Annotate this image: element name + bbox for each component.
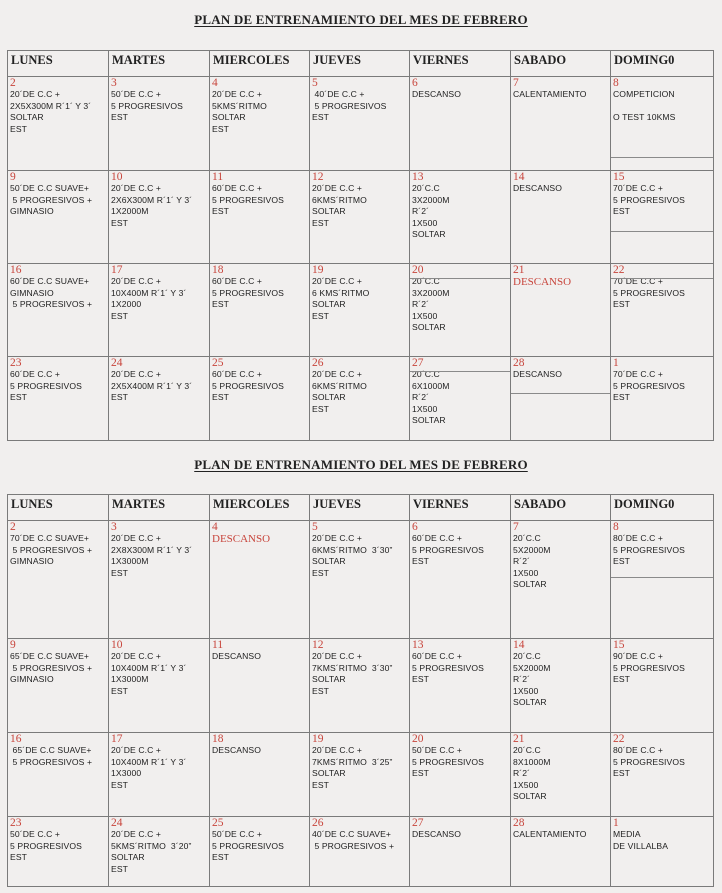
workout-text: 20´DE C.C + 6KMS´RITMO SOLTAR EST [312, 183, 367, 228]
day-number: 17 [111, 264, 123, 276]
workout-text: 60´DE C.C + 5 PROGRESIVOS EST [10, 369, 82, 403]
day-cell [210, 733, 310, 817]
day-cell [8, 521, 109, 639]
workout-text: DESCANSO [412, 829, 462, 839]
cell-divider [611, 278, 713, 279]
workout-text: 20´DE C.C + 10X400M R´1´ Y 3´ 1X2000 EST [111, 276, 187, 321]
day-cell [310, 264, 410, 357]
workout-text: 20´DE C.C + 7KMS´RITMO 3´30” SOLTAR EST [312, 651, 393, 696]
day-number: 1 [613, 817, 619, 829]
day-cell [611, 817, 714, 887]
cell-divider [611, 231, 713, 232]
cell-divider [611, 157, 713, 158]
plan2-week-2 [8, 639, 714, 733]
plan2-header-row [8, 495, 714, 521]
day-header: MIERCOLES [210, 495, 310, 521]
day-cell [210, 639, 310, 733]
workout-text: 70´DE C.C + 5 PROGRESIVOS EST [613, 183, 685, 217]
workout-text: 20´DE C.C + 2X5X300M R´1´ Y 3´ SOLTAR EST [10, 89, 92, 134]
day-number: 9 [10, 639, 16, 651]
day-number: 22 [613, 733, 625, 745]
day-cell [410, 639, 511, 733]
day-number: 26 [312, 357, 324, 369]
day-cell [109, 817, 210, 887]
day-cell [109, 171, 210, 264]
day-cell [410, 171, 511, 264]
workout-text: 20´DE C.C + 2X5X400M R´1´ Y 3´ EST [111, 369, 193, 403]
day-cell [8, 733, 109, 817]
workout-text: 60´DE C.C + 5 PROGRESIVOS EST [412, 533, 484, 567]
day-number: 3 [111, 77, 117, 89]
day-cell [310, 733, 410, 817]
day-number: 11 [212, 639, 224, 651]
day-header: DOMING0 [611, 495, 714, 521]
plan2-week-4 [8, 817, 714, 887]
day-header: MIERCOLES [210, 51, 310, 77]
day-cell [310, 817, 410, 887]
day-cell [410, 264, 511, 357]
day-cell [210, 521, 310, 639]
day-number: 26 [312, 817, 324, 829]
day-number: 12 [312, 639, 324, 651]
workout-text: 50´DE C.C + 5 PROGRESIVOS EST [111, 89, 183, 123]
day-number: 7 [513, 521, 519, 533]
day-header: VIERNES [410, 51, 511, 77]
day-number: 19 [312, 264, 324, 276]
day-cell [511, 264, 611, 357]
workout-text: DESCANSO [212, 745, 262, 755]
day-cell [611, 264, 714, 357]
plan1-week-3 [8, 264, 714, 357]
plan1-title: PLAN DE ENTRENAMIENTO DEL MES DE FEBRERO [194, 12, 528, 27]
day-header: VIERNES [410, 495, 511, 521]
day-cell [109, 733, 210, 817]
day-number: 16 [10, 733, 22, 745]
day-header: JUEVES [310, 495, 410, 521]
day-number: 28 [513, 357, 525, 369]
day-cell [109, 639, 210, 733]
day-number: 4 [212, 77, 218, 89]
day-cell [611, 639, 714, 733]
day-cell [210, 264, 310, 357]
day-cell [8, 817, 109, 887]
day-cell [611, 733, 714, 817]
day-number: 19 [312, 733, 324, 745]
day-number: 25 [212, 357, 224, 369]
day-header: DOMING0 [611, 51, 714, 77]
workout-text: 60´DE C.C + 5 PROGRESIVOS EST [212, 183, 284, 217]
day-number: 18 [212, 264, 224, 276]
workout-text: 20´DE C.C + 5KMS´RITMO 3´20” SOLTAR EST [111, 829, 192, 874]
day-number: 12 [312, 171, 324, 183]
day-number: 21 [513, 733, 525, 745]
day-cell [109, 357, 210, 441]
plan1-week-2 [8, 171, 714, 264]
workout-text: 80´DE C.C + 5 PROGRESIVOS EST [613, 533, 685, 567]
day-number: 1 [613, 357, 619, 369]
day-number: 15 [613, 171, 625, 183]
day-cell [109, 521, 210, 639]
day-number: 24 [111, 817, 123, 829]
workout-text: 20´DE C.C + 10X400M R´1´ Y 3´ 1X3000 EST [111, 745, 187, 790]
day-number: 15 [613, 639, 625, 651]
day-header: SABADO [511, 495, 611, 521]
day-cell [511, 357, 611, 441]
day-cell [511, 639, 611, 733]
day-number: 3 [111, 521, 117, 533]
workout-text: 50´DE C.C + 5 PROGRESIVOS EST [10, 829, 82, 863]
workout-text: 40´DE C.C SUAVE+ 5 PROGRESIVOS + [312, 829, 395, 851]
day-number: 23 [10, 357, 22, 369]
day-cell [8, 639, 109, 733]
plan2-week-3 [8, 733, 714, 817]
day-cell [410, 77, 511, 171]
day-number: 11 [212, 171, 224, 183]
day-number: 16 [10, 264, 22, 276]
day-number: 27 [412, 357, 424, 369]
day-number: 27 [412, 817, 424, 829]
workout-text: 65´DE C.C SUAVE+ 5 PROGRESIVOS + [12, 745, 93, 767]
workout-text: DESCANSO [412, 89, 462, 99]
day-number: 8 [613, 77, 619, 89]
workout-text: COMPETICION O TEST 10KMS [613, 89, 676, 123]
workout-text: CALENTAMIENTO [513, 89, 587, 99]
day-number: 13 [412, 171, 424, 183]
cell-divider [611, 577, 713, 578]
day-cell [611, 357, 714, 441]
workout-text: 65´DE C.C SUAVE+ 5 PROGRESIVOS + GIMNASIO [10, 651, 93, 685]
workout-text: 20´C.C 3X2000M R´2´ 1X500 SOLTAR [412, 276, 450, 333]
day-number: 5 [312, 77, 318, 89]
day-cell [410, 733, 511, 817]
day-cell [8, 357, 109, 441]
day-cell [210, 171, 310, 264]
day-number: 13 [412, 639, 424, 651]
day-cell [210, 77, 310, 171]
day-header: JUEVES [310, 51, 410, 77]
workout-text: 20´DE C.C + 2X8X300M R´1´ Y 3´ 1X3000M EST [111, 533, 193, 578]
day-cell [511, 817, 611, 887]
day-cell [310, 521, 410, 639]
workout-text: 20´C.C 6X1000M R´2´ 1X500 SOLTAR [412, 369, 450, 426]
day-number: 25 [212, 817, 224, 829]
workout-text: 20´DE C.C + 10X400M R´1´ Y 3´ 1X3000M EST [111, 651, 187, 696]
workout-text: 20´DE C.C + 6KMS´RITMO 3´30” SOLTAR EST [312, 533, 393, 578]
day-header: LUNES [8, 51, 109, 77]
day-number: 4 [212, 521, 218, 533]
day-cell [310, 639, 410, 733]
day-number: 17 [111, 733, 123, 745]
workout-text: DESCANSO [513, 183, 563, 193]
day-number: 14 [513, 639, 525, 651]
day-number: 18 [212, 733, 224, 745]
day-cell [511, 171, 611, 264]
day-number: 28 [513, 817, 525, 829]
day-cell [511, 521, 611, 639]
day-header: MARTES [109, 495, 210, 521]
rest-day-label: DESCANSO [212, 533, 271, 545]
day-cell [310, 357, 410, 441]
day-number: 14 [513, 171, 525, 183]
day-cell [410, 817, 511, 887]
workout-text: 20´C.C 8X1000M R´2´ 1X500 SOLTAR [513, 745, 551, 802]
day-number: 2 [10, 77, 16, 89]
day-number: 6 [412, 521, 418, 533]
day-cell [511, 77, 611, 171]
day-cell [8, 77, 109, 171]
workout-text: 50´DE C.C + 5 PROGRESIVOS EST [412, 745, 484, 779]
day-cell [310, 171, 410, 264]
workout-text: 20´DE C.C + 6KMS´RITMO SOLTAR EST [312, 369, 367, 414]
workout-text: 40´DE C.C + 5 PROGRESIVOS EST [312, 89, 387, 123]
day-number: 7 [513, 77, 519, 89]
workout-text: DESCANSO [513, 369, 563, 379]
workout-text: 50´DE C.C + 5 PROGRESIVOS EST [212, 829, 284, 863]
day-cell [310, 77, 410, 171]
plan1-week-4 [8, 357, 714, 441]
day-header: LUNES [8, 495, 109, 521]
cell-divider [410, 371, 510, 372]
day-number: 10 [111, 171, 123, 183]
day-number: 20 [412, 264, 424, 276]
day-number: 20 [412, 733, 424, 745]
workout-text: 20´C.C 3X2000M R´2´ 1X500 SOLTAR [412, 183, 450, 240]
workout-text: 20´DE C.C + 7KMS´RITMO 3´25” SOLTAR EST [312, 745, 393, 790]
day-number: 5 [312, 521, 318, 533]
day-cell [410, 357, 511, 441]
workout-text: DESCANSO [212, 651, 262, 661]
plan1-calendar [7, 50, 714, 441]
cell-divider [410, 278, 510, 279]
day-header: MARTES [109, 51, 210, 77]
workout-text: MEDIA DE VILLALBA [613, 829, 669, 851]
day-number: 21 [513, 264, 525, 276]
day-cell [8, 171, 109, 264]
day-number: 6 [412, 77, 418, 89]
day-cell [8, 264, 109, 357]
plan2-title: PLAN DE ENTRENAMIENTO DEL MES DE FEBRERO [194, 457, 528, 472]
plan1-header-row [8, 51, 714, 77]
workout-text: CALENTAMIENTO [513, 829, 587, 839]
day-number: 24 [111, 357, 123, 369]
day-number: 2 [10, 521, 16, 533]
plan2-calendar [7, 494, 714, 887]
workout-text: 60´DE C.C + 5 PROGRESIVOS EST [412, 651, 484, 685]
workout-text: 70´DE C.C + 5 PROGRESIVOS EST [613, 276, 685, 310]
workout-text: 20´DE C.C + 5KMS´RITMO SOLTAR EST [212, 89, 267, 134]
day-number: 10 [111, 639, 123, 651]
day-number: 8 [613, 521, 619, 533]
day-cell [109, 77, 210, 171]
workout-text: 20´DE C.C + 2X6X300M R´1´ Y 3´ 1X2000M EST [111, 183, 193, 228]
workout-text: 20´C.C 5X2000M R´2´ 1X500 SOLTAR [513, 651, 551, 708]
workout-text: 50´DE C.C SUAVE+ 5 PROGRESIVOS + GIMNASIO [10, 183, 93, 217]
day-number: 23 [10, 817, 22, 829]
workout-text: 70´DE C.C + 5 PROGRESIVOS EST [613, 369, 685, 403]
workout-text: 80´DE C.C + 5 PROGRESIVOS EST [613, 745, 685, 779]
day-number: 9 [10, 171, 16, 183]
day-header: SABADO [511, 51, 611, 77]
day-cell [210, 817, 310, 887]
day-cell [210, 357, 310, 441]
day-cell [109, 264, 210, 357]
day-cell [611, 171, 714, 264]
day-cell [611, 77, 714, 171]
workout-text: 60´DE C.C + 5 PROGRESIVOS EST [212, 369, 284, 403]
day-cell [511, 733, 611, 817]
cell-divider [511, 393, 610, 394]
workout-text: 90´DE C.C + 5 PROGRESIVOS EST [613, 651, 685, 685]
plan1-week-1 [8, 77, 714, 171]
day-cell [410, 521, 511, 639]
workout-text: 60´DE C.C SUAVE+ GIMNASIO 5 PROGRESIVOS + [10, 276, 93, 310]
day-number: 22 [613, 264, 625, 276]
workout-text: 20´DE C.C + 6 KMS´RITMO SOLTAR EST [312, 276, 370, 321]
workout-text: 60´DE C.C + 5 PROGRESIVOS EST [212, 276, 284, 310]
workout-text: 70´DE C.C SUAVE+ 5 PROGRESIVOS + GIMNASIO [10, 533, 93, 567]
day-cell [611, 521, 714, 639]
rest-day-label: DESCANSO [513, 276, 572, 288]
plan2-week-1 [8, 521, 714, 639]
workout-text: 20´C.C 5X2000M R´2´ 1X500 SOLTAR [513, 533, 551, 590]
